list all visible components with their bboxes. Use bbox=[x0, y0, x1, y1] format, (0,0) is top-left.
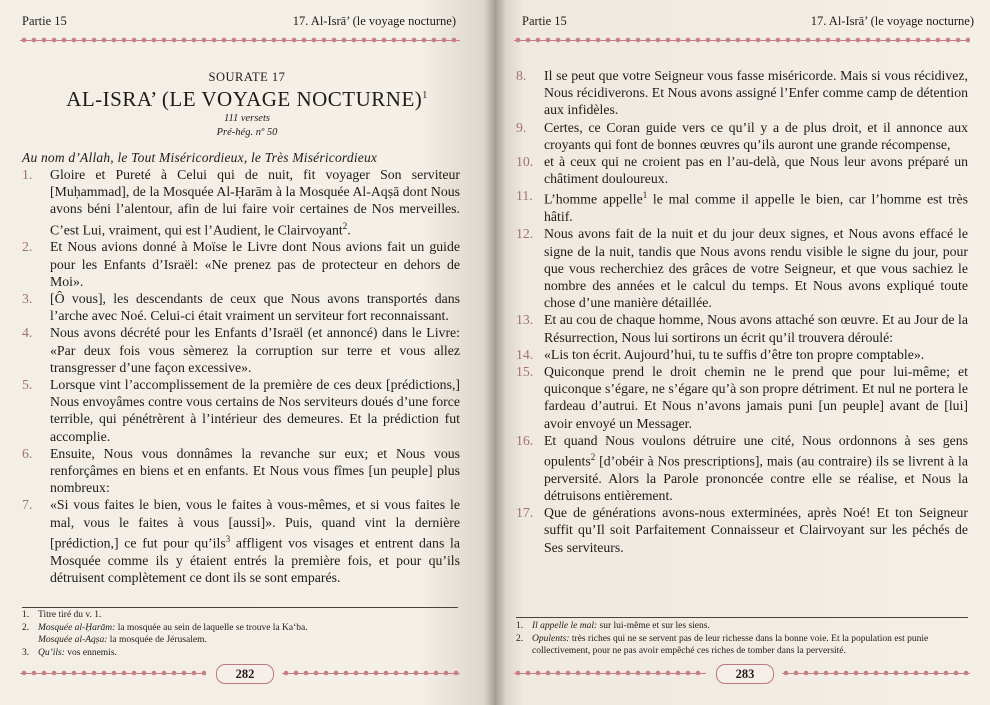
verse-number: 9. bbox=[516, 119, 527, 135]
verse bbox=[516, 153, 968, 187]
footnote-divider bbox=[516, 617, 968, 618]
verse-list bbox=[22, 166, 460, 586]
verse bbox=[22, 166, 460, 238]
verse-number: 6. bbox=[22, 445, 33, 461]
verse-text: Gloire et Pureté à Celui qui de nuit, fit voyager Son serviteur [Muḥammad], de la Mosquée Al-Ḥarām à la Mosquée Al-Aqṣā dont Nous avons béni l’alentour, afin de lui faire voir certaines de Nos merveilles. C’est Lui, vraiment, qui est l’Audient, le Clairvoyant$^2$. bbox=[50, 167, 460, 238]
verse-number: 5. bbox=[22, 377, 33, 393]
header-part: Partie 15 bbox=[522, 14, 567, 28]
footnotes bbox=[516, 620, 968, 658]
footnote bbox=[22, 622, 458, 635]
verse-text: [Ô vous], les descendants de ceux que Nous avons transportés dans l’arche avec Noé. Celui-ci était vraiment un serviteur fort reconnaissant. bbox=[50, 291, 460, 324]
verse bbox=[516, 432, 968, 504]
verse-number: 10. bbox=[516, 154, 534, 170]
verse-text: Que de générations avons-nous exterminées, après Noé! Et ton Seigneur suffit qu’Il soit Parfaitement Connaisseur et Clairvoyant sur les péchés de Ses serviteurs. bbox=[544, 505, 968, 555]
verse-number: 13. bbox=[516, 312, 534, 328]
verse-number: 16. bbox=[516, 432, 534, 448]
footnote bbox=[22, 634, 458, 647]
verse bbox=[22, 376, 460, 445]
footnote bbox=[22, 609, 458, 622]
verse-number: 11. bbox=[516, 188, 533, 204]
footer-ornament-left bbox=[20, 669, 206, 677]
footnote bbox=[516, 620, 968, 633]
footnote-ref: 2 bbox=[342, 220, 348, 231]
verse bbox=[22, 496, 460, 586]
footnote-number: 2. bbox=[22, 622, 30, 633]
verse-number: 14. bbox=[516, 346, 534, 362]
header-ornament bbox=[20, 36, 460, 44]
footnote-text: Qu’ils: vos ennemis. bbox=[38, 647, 117, 658]
verse bbox=[516, 187, 968, 225]
footnote-ref: 3 bbox=[225, 533, 231, 544]
footnote-number bbox=[22, 634, 38, 647]
footnote-divider bbox=[22, 607, 458, 608]
verse-text: Et au cou de chaque homme, Nous avons attaché son œuvre. Et au Jour de la Résurrection, Nous lui sortirons un écrit qu’il trouvera déroulé: bbox=[544, 312, 968, 345]
verse bbox=[516, 311, 968, 345]
page-right bbox=[494, 0, 990, 705]
footnote-number: 1. bbox=[516, 621, 524, 631]
footnote-text: Mosquée al-Ḥarām: la mosquée au sein de laquelle se trouve la Ka‘ba. bbox=[38, 622, 308, 633]
page-number: 283 bbox=[716, 664, 774, 684]
page-left bbox=[0, 0, 494, 705]
verse bbox=[516, 346, 968, 363]
page-number: 282 bbox=[216, 664, 274, 684]
verse bbox=[22, 290, 460, 324]
footer-ornament-right bbox=[782, 669, 970, 677]
footnote-text: Titre tiré du v. 1. bbox=[38, 610, 102, 620]
verse-text: Quiconque prend le droit chemin ne le prend que pour lui-même; et quiconque s’égare, ne s’égare qu’à son propre détriment. Et nul ne portera le fardeau d’autrui. Et Nous n’avons jamais puni [un peuple] avant de [lui] avoir envoyé un Messager. bbox=[544, 364, 968, 431]
footnote-text: Opulents: très riches qui ne se servent pas de leur richesse dans la bonne voie. Et la population est punie collectivement, pour ne pas avoir empêché ces riches de tomber dans la perversité. bbox=[532, 633, 929, 656]
verse-text: Ensuite, Nous vous donnâmes la revanche sur eux; et Nous vous renforçâmes en biens et en enfants. Et Nous vous fîmes [un peuple] plus nombreux: bbox=[50, 445, 460, 496]
verse-text: «Lis ton écrit. Aujourd’hui, tu te suffis d’être ton propre comptable». bbox=[544, 346, 925, 362]
verse-number: 15. bbox=[516, 364, 534, 380]
footnote-ref: 1 bbox=[422, 90, 428, 101]
book-gutter bbox=[484, 0, 506, 705]
verse-number: 3. bbox=[22, 291, 33, 307]
footnote-ref: 1 bbox=[642, 190, 648, 201]
verse bbox=[22, 445, 460, 497]
footnote-number: 2. bbox=[516, 633, 524, 644]
verse-list bbox=[516, 67, 968, 556]
pre-hegire: Pré-hég. nº 50 bbox=[216, 127, 278, 138]
header-title: 17. Al-Isrā’ (le voyage nocturne) bbox=[810, 14, 974, 28]
header-title: 17. Al-Isrā’ (le voyage nocturne) bbox=[292, 14, 456, 28]
verse-text: Nous avons décrété pour les Enfants d’Israël (et annoncé) dans le Livre: «Par deux fois vous sèmerez la corruption sur terre et vous allez transgresser d’une façon excessive». bbox=[50, 325, 460, 375]
verse-number: 7. bbox=[22, 497, 33, 513]
footer-ornament-left bbox=[514, 669, 706, 677]
verse-text: «Si vous faites le bien, vous le faites à vous-mêmes, et si vous faites le mal, vous le faites à vous [aussi]». Puis, quand vint la dernière [prédiction,] ce fut pour qu’ils$^3$ affligent vos visages et entrent dans la Mosquée comme ils y étaient entrés la première fois, et pour qu’ils détruisent complètement ce dont ils se sont emparés. bbox=[50, 497, 460, 585]
basmala: Au nom d’Allah, le Tout Miséricordieux, le Très Miséricordieux bbox=[22, 150, 378, 165]
footnote bbox=[22, 647, 458, 660]
verse-number: 8. bbox=[516, 68, 527, 83]
footnote bbox=[516, 633, 968, 658]
verse-number: 4. bbox=[22, 325, 33, 341]
footnotes bbox=[22, 609, 458, 659]
verse bbox=[516, 119, 968, 153]
sourate-title: AL-ISRA’ (LE VOYAGE NOCTURNE)$^1$ bbox=[66, 87, 428, 111]
verse bbox=[22, 324, 460, 376]
footnote-number: 1. bbox=[22, 610, 30, 620]
verse bbox=[516, 363, 968, 432]
verse-text: Il se peut que votre Seigneur vous fasse miséricorde. Mais si vous récidivez, Nous récidiverons. Et Nous avons assigné l’Enfer comme camp de détention aux infidèles. bbox=[544, 68, 968, 118]
verse-text: et à ceux qui ne croient pas en l’au-delà, que Nous leur avons préparé un châtiment douloureux. bbox=[544, 154, 968, 187]
sourate-label: SOURATE 17 bbox=[208, 70, 286, 84]
verse-text: Certes, ce Coran guide vers ce qu’il y a de plus droit, et il annonce aux croyants qui font de bonnes œuvres qu’ils auront une grande récompense, bbox=[544, 119, 968, 152]
footnote-number: 3. bbox=[22, 647, 30, 658]
footer-ornament-right bbox=[282, 669, 460, 677]
header-part: Partie 15 bbox=[22, 14, 67, 28]
verse bbox=[22, 238, 460, 290]
verse-text: Lorsque vint l’accomplissement de la première de ces deux [prédictions,] Nous envoyâmes contre vous certains de Nos serviteurs doués d’une force terrible, qui pénétrèrent à l’intérieur des demeures. Et la prédiction fut accomplie. bbox=[50, 377, 460, 444]
verse-number: 1. bbox=[22, 167, 33, 182]
verse-text: Et quand Nous voulons détruire une cité, Nous ordonnons à ses gens opulents$^2$ [d’obéir à Nos prescriptions], mais (au contraire) ils se livrent à la perversité. Alors la Parole prononcée contre elle se réalise, et Nous la détruisons entièrement. bbox=[544, 432, 968, 504]
verse bbox=[516, 67, 968, 119]
header-ornament bbox=[514, 36, 970, 44]
verse-text: Et Nous avions donné à Moïse le Livre dont Nous avions fait un guide pour les Enfants d’Israël: «Ne prenez pas de protecteur en dehors de Moi». bbox=[50, 239, 460, 289]
verse bbox=[516, 504, 968, 556]
verses-count: 111 versets bbox=[224, 113, 270, 124]
footnote-text: Mosquée al-Aqṣa: la mosquée de Jérusalem. bbox=[38, 635, 207, 645]
verse-number: 17. bbox=[516, 505, 534, 521]
verse-text: L’homme appelle$^1$ le mal comme il appelle le bien, car l’homme est très hâtif. bbox=[544, 190, 968, 225]
verse-text: Nous avons fait de la nuit et du jour deux signes, et Nous avons effacé le signe de la nuit, tandis que Nous avons rendu visible le signe du jour, pour que vous recherchiez des grâces de votre Seigneur, et que vous sachiez le nombre des années et le calcul du temps. Et Nous avons expliqué toute chose d’une manière détaillée. bbox=[544, 226, 968, 311]
footnote-ref: 2 bbox=[590, 452, 596, 463]
verse bbox=[516, 225, 968, 311]
footnote-text: Il appelle le mal: sur lui-même et sur les siens. bbox=[532, 621, 710, 631]
verse-number: 2. bbox=[22, 239, 33, 255]
verse-number: 12. bbox=[516, 226, 534, 242]
